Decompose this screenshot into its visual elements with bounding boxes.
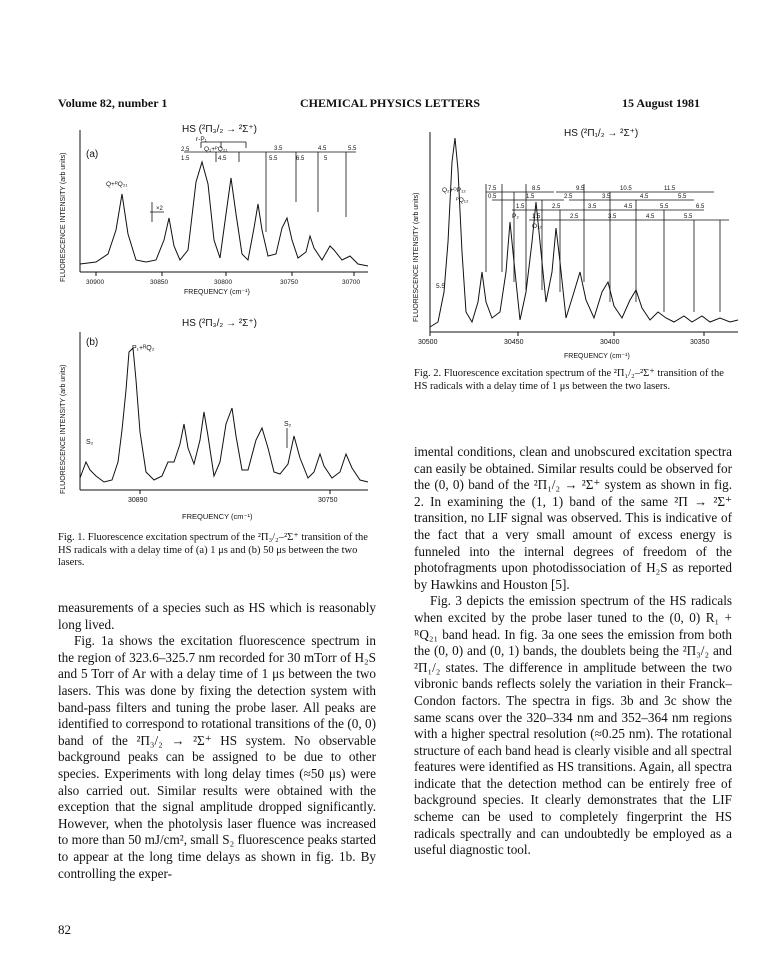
issue-date: 15 August 1981 (622, 96, 701, 110)
fig2-branch-p2b: P₂ (512, 213, 519, 220)
fig1a-branch-q1: Q₁+ᴾQ₂₁ (204, 146, 228, 153)
right-text-column (414, 444, 732, 859)
right-paragraph-1: imental conditions, clean and unobscured excitation spectra can easily be obtained. Similar results could be observed for the (0, 0) band of the ²Π₁/₂ → ²Σ⁺ system as shown in fig. 2. In examining the (1, 1) band of the same ²Π → ²Σ⁺ transition, no LIF signal was observed. This is indicative of the fact that a very small amount of excess energy is funneled into the internal degrees of freedom of the photofragments upon photodissociation of H₂S as reported by Hawkins and Houston [5]. (414, 444, 732, 592)
fig1a-ylabel: FLUORESCENCE INTENSITY (arb units) (60, 152, 67, 282)
fig2-xtick-2: 30450 (504, 339, 524, 346)
fig1a-title: HS (²Π₃/₂ → ²Σ⁺) (182, 124, 257, 135)
fig2-xtick-4: 30350 (690, 339, 710, 346)
left-paragraph-2: Fig. 1a shows the excitation fluorescence spectrum in the region of 323.6–325.7 nm recorded for 30 mTorr of H₂S and 5 Torr of Ar with a delay time of 1 μs between the two lasers. This was done by fixing the detection system with band-pass filters and tuning the probe laser. All peaks are identified to correspond to rotational transitions of the (0, 0) band of the ²Π₃/₂ → ²Σ⁺ HS system. No observable background peaks can be assigned to be due to other species. Experiments with long delay times (≈50 μs) were also carried out. Similar results were obtained with the exception that the signal amplitude dropped significantly. However, when the photolysis laser fluence was increased to more than 50 mJ/cm², small S₂ fluorescence peaks started to appear at the long time delays as shown in fig. 1b. By controlling the exper- (58, 633, 376, 881)
fig2-ladder-label: 3.5 (588, 204, 597, 210)
fig1a-label-55b: 5.5 (269, 156, 278, 162)
fig2-ladder-label: 2.5 (552, 204, 561, 210)
fig1b-xticks (140, 490, 330, 494)
fig1a-branch-p1: r-P₁ (196, 136, 207, 143)
figure-2-spectrum (404, 122, 744, 362)
fig2-ladder-label: 1.5 (526, 194, 535, 200)
fig1a-label-55: 5.5 (348, 146, 357, 152)
fig2-ladder-label: 4.5 (624, 204, 633, 210)
fig1a-label-35: 3.5 (274, 146, 283, 152)
fig1a-spectrum-trace (80, 162, 368, 266)
figure-1a-spectrum (56, 122, 376, 300)
fig1a-label-45: 4.5 (218, 156, 227, 162)
fig1b-xlabel: FREQUENCY (cm⁻¹) (182, 512, 253, 521)
fig1b-peak-p1: P₁+ᴿQ₂ (132, 345, 155, 352)
fig2-ladder-label: 3.5 (608, 214, 617, 220)
fig1a-xtick-3: 30800 (214, 279, 233, 286)
fig1b-ylabel: FLUORESCENCE INTENSITY (arb units) (60, 364, 67, 494)
left-text-column (58, 600, 376, 882)
fig2-ladder-label: 1.5 (532, 214, 541, 220)
fig1a-scale-x2: ×2 (156, 206, 163, 212)
fig2-label-55: 5.5 (436, 283, 446, 290)
left-paragraph-1: measurements of a species such as HS which is reasonably long lived. (58, 600, 376, 632)
fig1a-panel-label: (a) (86, 149, 99, 160)
fig1a-xlabel: FREQUENCY (cm⁻¹) (184, 289, 250, 296)
fig2-ladder-label: 5.5 (660, 204, 669, 210)
fig2-ladder-label: 5.5 (684, 214, 693, 220)
fig2-ladder-label: 10.5 (620, 186, 632, 192)
fig2-ladder-label: 7.5 (488, 186, 497, 192)
fig2-xtick-1: 30500 (418, 339, 438, 346)
fig1b-spectrum-trace (80, 348, 368, 482)
fig1a-xtick-1: 30900 (86, 279, 105, 286)
journal-title: CHEMICAL PHYSICS LETTERS (300, 96, 481, 110)
fig1a-label-65: 6.5 (296, 156, 305, 162)
fig1b-panel-label: (b) (86, 337, 99, 348)
fig2-ladder-label: 3.5 (602, 194, 611, 200)
fig2-ladder-label: 2.5 (570, 214, 579, 220)
figure-2-caption: Fig. 2. Fluorescence excitation spectrum of the ²Π₁/₂–²Σ⁺ transition of the HS radicals with a delay time of 1 μs between the two lasers. (414, 368, 724, 392)
fig1a-xtick-2: 30850 (150, 279, 169, 286)
fig2-ladder-label: 6.5 (696, 204, 705, 210)
fig1a-label-5: 5 (324, 156, 328, 162)
fig1a-xtick-5: 30700 (342, 279, 361, 286)
fig1b-xtick-1: 30890 (128, 497, 148, 504)
fig1a-label-rq: Q+ᴿQ₂₁ (106, 181, 128, 188)
fig1b-peak-s2-left: S₂ (86, 439, 94, 446)
fig2-ladder-labels (488, 186, 705, 220)
page-number: 82 (58, 922, 71, 937)
fig2-branch-q2: Q₂+ᴼP₁₂ (442, 187, 466, 194)
journal-volume: Volume 82, number 1 (58, 96, 168, 110)
fig2-ladder-label: 5.5 (678, 194, 687, 200)
fig2-ladder-label: 4.5 (646, 214, 655, 220)
fig2-xlabel: FREQUENCY (cm⁻¹) (564, 353, 630, 360)
fig1b-peak-s2-right: S₂ (284, 421, 292, 428)
fig2-ladder-label: 8.5 (532, 186, 541, 192)
fig1a-xtick-4: 30750 (280, 279, 299, 286)
fig1a-label-15: 1.5 (181, 156, 190, 162)
fig2-ladder-label: 11.5 (664, 186, 676, 192)
fig2-ylabel: FLUORESCENCE INTENSITY (arb units) (413, 192, 420, 322)
fig2-xticks (430, 332, 704, 336)
fig2-xtick-3: 30400 (600, 339, 620, 346)
fig2-branch-o12: O₁₂ (532, 223, 542, 230)
fig1b-xtick-2: 30750 (318, 497, 338, 504)
fig2-ladder-label: 1.5 (516, 204, 525, 210)
figure-1b-spectrum (56, 312, 376, 512)
fig1a-label-45b: 4.5 (318, 146, 327, 152)
fig1b-title: HS (²Π₃/₂ → ²Σ⁺) (182, 318, 257, 329)
fig2-ladder-label: 2.5 (564, 194, 573, 200)
fig2-branch-p2: ᴾQ₁₂ (456, 197, 469, 204)
fig2-ladder-label: 4.5 (640, 194, 649, 200)
fig2-ladder-label: 0.5 (488, 194, 497, 200)
figure-1-caption: Fig. 1. Fluorescence excitation spectrum of the ²Π₃/₂–²Σ⁺ transition of the HS radicals with a delay time of (a) 1 μs and (b) 50 μs between the two lasers. (58, 532, 368, 569)
fig1a-xticks (96, 272, 354, 276)
fig2-title: HS (²Π₁/₂ → ²Σ⁺) (564, 128, 639, 139)
fig2-ladder-label: 9.5 (576, 186, 585, 192)
right-paragraph-2: Fig. 3 depicts the emission spectrum of the HS radicals when excited by the probe laser tuned to the (0, 0) R₁ + ᴿQ₂₁ band head. In fig. 3a one sees the emission from both the (0, 0) and (0, 1) bands, the doublets being the ²Π₃/₂ and ²Π₁/₂ states. The difference in amplitude between the two vibronic bands reflects solely the variation in their Franck–Condon factors. The spectra in figs. 3b and 3c show the same scans over the 320–334 nm and 352–364 nm regions with a higher spectral resolution (≈0.25 nm). The rotational structure of each band head is clearly visible and all spectral features were identified as HS transitions. Again, all spectra indicate that the detection method can be entirely free of background species. It clearly demonstrates that the LIF scheme can be used to completely fingerprint the HS radicals spectrally and can undoubtedly be employed as a useful diagnostic tool. (414, 593, 732, 858)
fig1a-label-25: 2.5 (181, 147, 190, 153)
